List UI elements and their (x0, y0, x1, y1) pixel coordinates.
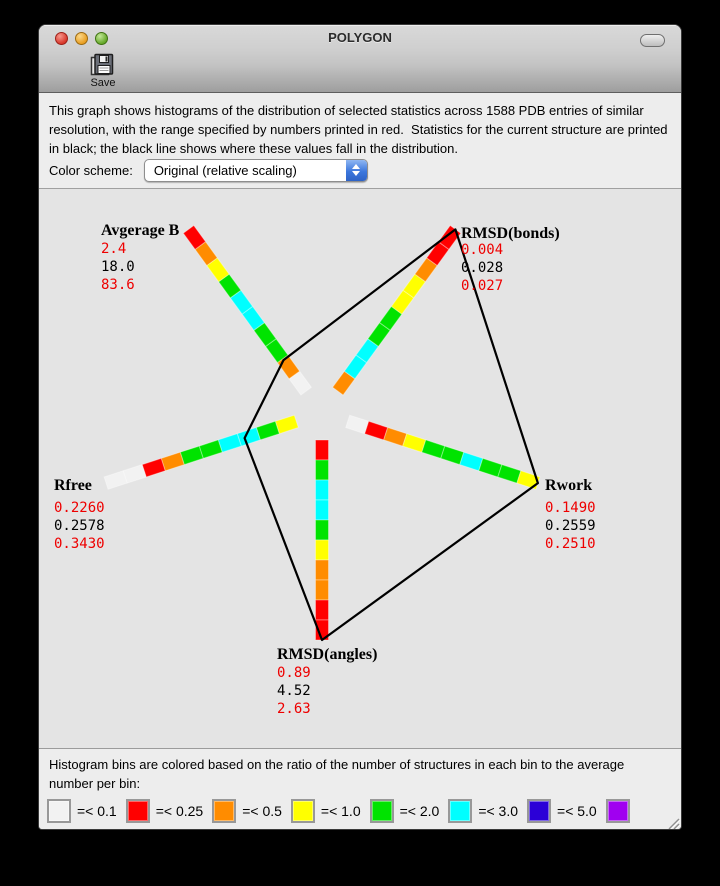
histogram-bar-segment (104, 471, 127, 490)
legend-item (370, 799, 449, 823)
legend-item (47, 799, 126, 823)
save-button[interactable] (83, 53, 123, 91)
axis-min-value: 0.004 (461, 242, 504, 258)
axis-min-value: 0.2260 (54, 500, 105, 516)
histogram-bar-segment (316, 460, 329, 480)
stepper-icon (346, 160, 367, 181)
polygon-chart (39, 189, 681, 748)
legend-label: =< 0.1 (77, 803, 117, 819)
axis-max-value: 0.3430 (54, 536, 105, 552)
titlebar[interactable] (39, 25, 681, 49)
color-scheme-select[interactable] (144, 159, 368, 182)
axis-min-value: 0.1490 (545, 500, 596, 516)
description-text: This graph shows histograms of the distribution of selected statistics across 1588 PDB entries of similar resolution, with the range specified by numbers printed in red. Statistics for the current structure are printed in black; the black line shows where these values fall in the distribution. (49, 103, 672, 156)
axis-label: Rwork (545, 477, 593, 494)
legend-label: =< 3.0 (478, 803, 519, 819)
legend-swatch-blue (527, 799, 551, 823)
polygon-window (38, 24, 682, 830)
description-panel (39, 93, 681, 188)
axis-current-value: 4.52 (277, 683, 311, 699)
axis-label: Avgerage B (101, 222, 180, 239)
legend-swatch-white (47, 799, 71, 823)
legend-item (448, 799, 527, 823)
legend-item (527, 799, 606, 823)
legend-swatch-orange (212, 799, 236, 823)
histogram-bar-segment (316, 600, 329, 620)
histogram-bar-segment (316, 440, 329, 460)
legend-swatch-cyan (448, 799, 472, 823)
legend-swatch-red (126, 799, 150, 823)
axis-min-value: 2.4 (101, 241, 127, 257)
legend-item (212, 799, 291, 823)
axis-label: RMSD(angles) (277, 646, 378, 663)
legend-label: =< 0.5 (242, 803, 282, 819)
window-chrome (39, 25, 681, 93)
resize-grip-icon[interactable] (665, 815, 680, 830)
footer-text: Histogram bins are colored based on the ratio of the number of structures in each bin to the average number per bin: (49, 757, 625, 791)
histogram-bar-segment (316, 560, 329, 580)
legend-label: =< 5.0 (557, 803, 597, 819)
axis-max-value: 2.63 (277, 701, 311, 717)
window-title: POLYGON (328, 30, 392, 45)
axis-label: RMSD(bonds) (461, 225, 560, 242)
histogram-bar-segment (316, 500, 329, 520)
axis-max-value: 83.6 (101, 277, 135, 293)
legend-item (291, 799, 370, 823)
legend-item (606, 799, 636, 823)
legend-item (126, 799, 213, 823)
axis-current-value: 0.028 (461, 260, 504, 276)
legend-swatch-purple (606, 799, 630, 823)
plot-panel (39, 188, 681, 748)
axis-max-value: 0.2510 (545, 536, 596, 552)
histogram-bar-segment (316, 580, 329, 600)
axis-label: Rfree (54, 477, 92, 494)
axis-current-value: 18.0 (101, 259, 135, 275)
histogram-bar-segment (316, 540, 329, 560)
save-icon (90, 53, 116, 77)
axis-max-value: 0.027 (461, 278, 504, 294)
axis-current-value: 0.2578 (54, 518, 105, 534)
histogram-bar-segment (316, 520, 329, 540)
footer-panel (39, 748, 681, 830)
legend-swatch-yellow (291, 799, 315, 823)
color-scheme-label: Color scheme: (49, 162, 133, 178)
legend (47, 799, 636, 823)
save-button-label: Save (90, 77, 116, 89)
legend-label: =< 1.0 (320, 803, 361, 819)
legend-label: =< 0.25 (155, 803, 204, 819)
axis-current-value: 0.2559 (545, 518, 596, 534)
color-scheme-value: Original (relative scaling) (153, 162, 297, 178)
legend-label: =< 2.0 (399, 803, 440, 819)
toolbar-toggle-button[interactable] (640, 34, 665, 47)
histogram-bar-segment (316, 480, 329, 500)
legend-swatch-green (370, 799, 394, 823)
axis-min-value: 0.89 (277, 665, 311, 681)
